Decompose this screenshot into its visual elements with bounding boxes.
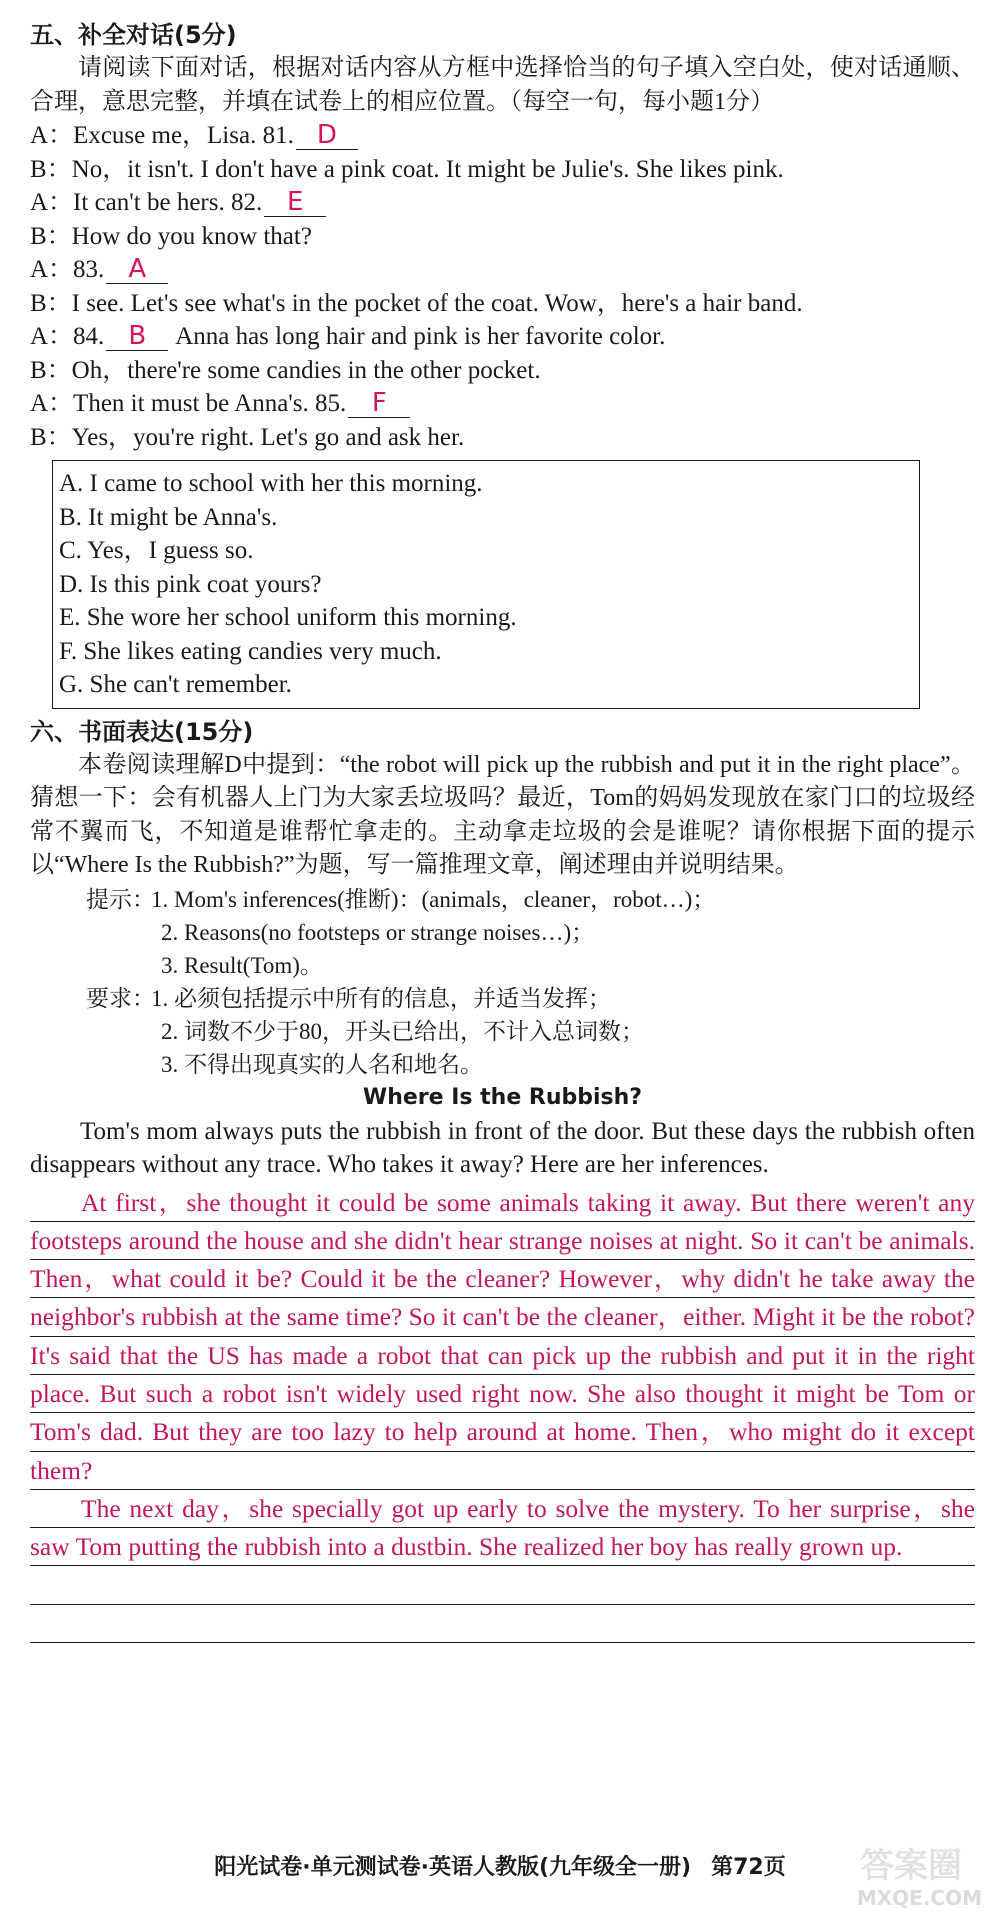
- option-item: G. She can't remember.: [59, 671, 292, 698]
- dialogue-line: B：Yes，you're right. Let's go and ask her.: [30, 423, 465, 451]
- tip-line: 提示：1. Mom's inferences(推断)：(animals，cleaner，robot…)；: [86, 886, 716, 912]
- dialogue-line: A：Then it must be Anna's. 85. F: [30, 387, 975, 421]
- tip-line: 2. Reasons(no footsteps or strange noises…)；: [161, 919, 595, 945]
- watermark-logo: 答案圈: [860, 1846, 962, 1886]
- answer-blank: D: [296, 122, 358, 150]
- options-box: [52, 460, 920, 709]
- dialogue-line: A：83. A: [30, 253, 975, 287]
- requirement-line: 要求：1. 必须包括提示中所有的信息，并适当发挥；: [86, 985, 611, 1011]
- essay-title: Where Is the Rubbish?: [362, 1084, 643, 1110]
- dialogue-line: B：Oh，there're some candies in the other pocket.: [30, 356, 541, 384]
- option-item: C. Yes，I guess so.: [59, 537, 254, 564]
- dialogue-line: A：It can't be hers. 82. E: [30, 186, 975, 220]
- dialogue-line: A：84. B Anna has long hair and pink is her favorite color.: [30, 321, 666, 351]
- dialogue: [30, 119, 975, 454]
- dialogue-line: A：Excuse me，Lisa. 81. D: [30, 119, 975, 153]
- requirement-line: 2. 词数不少于80，开头已给出，不计入总词数；: [161, 1018, 644, 1044]
- answer-blank: A: [106, 256, 168, 284]
- answer-blank: F: [348, 390, 410, 418]
- option-item: F. She likes eating candies very much.: [59, 637, 442, 665]
- dialogue-line: B：No，it isn't. I don't have a pink coat. It might be Julie's. She likes pink.: [30, 155, 784, 183]
- watermark: [832, 1838, 982, 1910]
- handwritten-answer: [30, 1184, 975, 1567]
- essay-given-start: Tom's mom always puts the rubbish in front of the door. But these days the rubbish often disappears without any trace. Who takes it away? Here are her inferences.: [30, 1117, 975, 1178]
- option-item: B. It might be Anna's.: [59, 503, 278, 531]
- answer-blank: E: [264, 189, 326, 217]
- answer-paragraph: At first，she thought it could be some animals taking it away. But there weren't any footsteps around the house and she didn't hear strange noises at night. So it can't be animals. Then，what could it be? Could it be the cleaner? However，why didn't he take away the neighbor's rubbish at the same time? So it can't be the cleaner，either. Might it be the robot? It's said that the US has made a robot that can pick up the rubbish and put it in the right place. But such a robot isn't widely used right now. She also thought it might be Tom or Tom's dad. But they are too lazy to help around at home. Then，who might do it except them?: [30, 1187, 975, 1485]
- tips: [30, 883, 975, 982]
- page-number: 第72页: [711, 1855, 786, 1880]
- answer-blank: B: [106, 323, 168, 351]
- requirement-line: 3. 不得出现真实的人名和地名。: [161, 1051, 483, 1077]
- dialogue-line: B：I see. Let's see what's in the pocket of the coat. Wow，here's a hair band.: [30, 289, 803, 317]
- option-item: E. She wore her school uniform this morning.: [59, 604, 517, 631]
- option-item: D. Is this pink coat yours?: [59, 570, 322, 598]
- section6-title: 六、书面表达(15分): [30, 717, 254, 746]
- section5-instruction: 请阅读下面对话，根据对话内容从方框中选择恰当的句子填入空白处，使对话通顺、合理，意思完整，并填在试卷上的相应位置。（每空一句，每小题1分）: [30, 55, 975, 115]
- footer-text: 阳光试卷·单元测试卷·英语人教版(九年级全一册): [214, 1855, 692, 1880]
- answer-area: [30, 1184, 975, 1567]
- watermark-site: MXQE.COM: [856, 1886, 982, 1910]
- requirements: [30, 982, 975, 1081]
- tip-line: 3. Result(Tom)。: [161, 952, 323, 978]
- answer-paragraph: The next day，she specially got up early to solve the mystery. To her surprise，she saw Tom putting the rubbish into a dustbin. She realized her boy has really grown up.: [30, 1493, 975, 1562]
- worksheet-page: [30, 18, 975, 1566]
- section6-prompt: 本卷阅读理解D中提到：“the robot will pick up the rubbish and put it in the right place”。猜想一下：会有机器人上门为大家丢垃圾吗？最近，Tom的妈妈发现放在家门口的垃圾经常不翼而飞，不知道是谁帮忙拿走的。主动拿走垃圾的会是谁呢？请你根据下面的提示以“Where Is the Rubbish?”为题，写一篇推理文章，阐述理由并说明结果。: [30, 751, 975, 878]
- option-item: A. I came to school with her this morning.: [59, 470, 483, 497]
- dialogue-line: B：How do you know that?: [30, 222, 312, 250]
- section5-title: 五、补全对话(5分): [30, 21, 237, 49]
